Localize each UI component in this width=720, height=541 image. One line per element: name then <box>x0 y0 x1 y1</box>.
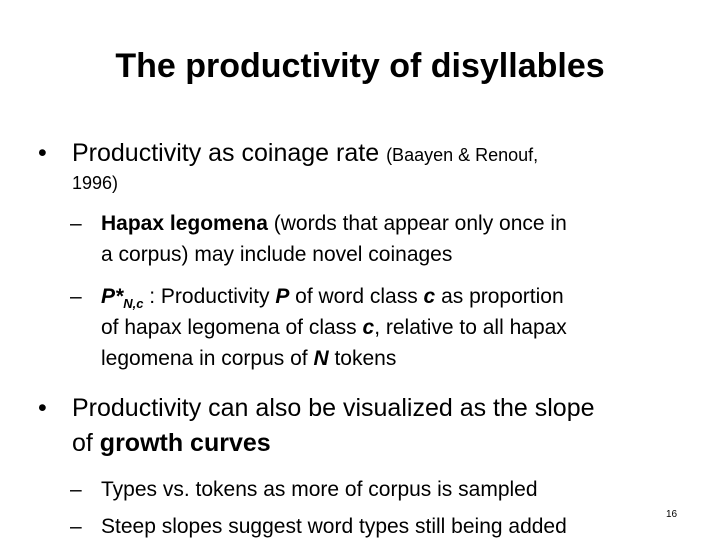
hapax-legomena-term: Hapax legomena <box>101 212 268 235</box>
sub-bullet-2-text-b: of word class <box>289 285 424 308</box>
page-number: 16 <box>666 509 678 520</box>
sub-bullet-2-line-2-b: , relative to all hapax <box>374 316 567 339</box>
sub-bullet-3: Types vs. tokens as more of corpus is sampled <box>101 478 538 501</box>
bullet-marker-2: • <box>38 394 47 422</box>
class-c: c <box>362 316 375 339</box>
sub-bullet-2-text-a: : Productivity <box>143 285 276 308</box>
bullet-2-line-2-a: of <box>72 429 100 457</box>
sub-bullet-2-line-3-b: tokens <box>328 347 397 370</box>
sub-bullet-marker-3: – <box>70 478 82 501</box>
sub-bullet-1-line-1 <box>101 209 567 238</box>
bullet-1-citation-line-1: (Baayen & Renouf, <box>386 145 539 165</box>
sub-bullet-4: Steep slopes suggest word types still being added <box>101 515 567 538</box>
slide-title: The productivity of disyllables <box>115 47 605 85</box>
productivity-p: P <box>275 285 290 308</box>
growth-curves-term: growth curves <box>99 429 271 457</box>
bullet-marker-1: • <box>38 139 47 167</box>
word-class-c: c <box>423 285 436 308</box>
bullet-2-line-1: Productivity can also be visualized as the slope <box>72 394 595 422</box>
bullet-1-main-text: Productivity as coinage rate <box>72 139 387 167</box>
sub-bullet-1-line-2: a corpus) may include novel coinages <box>101 243 453 266</box>
sub-bullet-2-line-3 <box>101 344 396 373</box>
sub-bullet-marker-4: – <box>70 515 82 538</box>
bullet-1-line-1 <box>72 137 538 171</box>
sub-bullet-marker-2: – <box>70 285 82 308</box>
sub-bullet-2-line-2 <box>101 313 567 342</box>
bullet-2-line-2 <box>72 427 271 459</box>
productivity-symbol: P* <box>101 285 124 308</box>
sub-bullet-1-rest: (words that appear only once in <box>267 212 567 235</box>
sub-bullet-marker-1: – <box>70 212 82 235</box>
sub-bullet-2-text-c: as proportion <box>435 285 564 308</box>
productivity-subscript: N,c <box>123 296 144 311</box>
sub-bullet-2-line-2-a: of hapax legomena of class <box>101 316 363 339</box>
sub-bullet-2-line-3-a: legomena in corpus of <box>101 347 314 370</box>
corpus-n: N <box>313 347 329 370</box>
bullet-1-citation-line-2: 1996) <box>72 173 119 193</box>
